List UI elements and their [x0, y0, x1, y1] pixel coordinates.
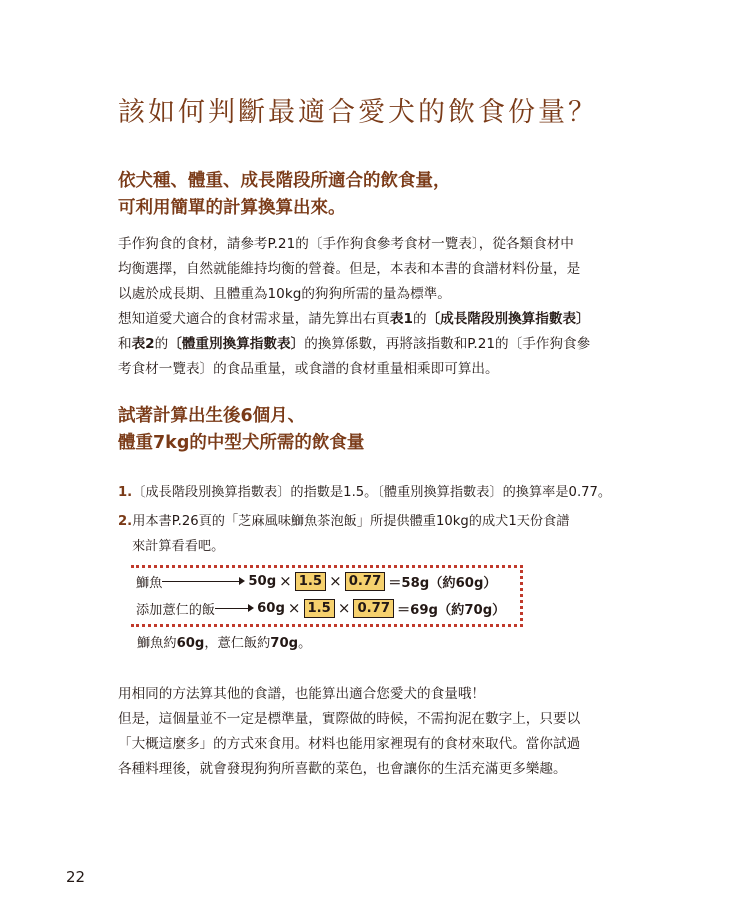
- step-number: 2.: [118, 514, 133, 529]
- multiply-icon: ×: [337, 599, 351, 617]
- multiply-icon: ×: [287, 599, 301, 617]
- food-name: 添加薏仁的飯: [136, 602, 216, 618]
- step-text: 用本書P.26頁的「芝麻風味鰤魚茶泡飯」所提供體重10kg的成犬1天份食譜: [132, 514, 570, 529]
- text-run: 的換算係數，再將該指數和P.21的〔手作狗食參: [304, 336, 591, 352]
- multiply-icon: ×: [329, 572, 342, 590]
- base-amount: 50g: [248, 573, 277, 589]
- food-name: 鰤魚: [136, 575, 163, 591]
- weight-index: 0.77: [345, 572, 386, 591]
- paragraph-line: 以處於成長期、且體重為10kg的狗狗所需的量為標準。: [118, 286, 451, 302]
- paragraph-line: 手作狗食的食材，請參考P.21的〔手作狗食參考食材一覽表〕，從各類食材中: [118, 236, 574, 252]
- calc-result: ＝69g（約70g）: [397, 602, 506, 618]
- paragraph-line: 用相同的方法算其他的食譜，也能算出適合您愛犬的食量哦！: [118, 686, 486, 702]
- intro-heading-line: 可利用簡單的計算換算出來。: [118, 198, 346, 218]
- text-run: 鰤魚約: [137, 636, 177, 651]
- example-heading-line: 試著計算出生後6個月、: [118, 406, 306, 426]
- step-text: 〔成長階段別換算指數表〕的指數是1.5。〔體重別換算指數表〕的換算率是0.77。: [132, 485, 612, 500]
- multiply-icon: ×: [279, 572, 292, 590]
- arrow-icon: [162, 581, 240, 582]
- example-heading: [118, 403, 638, 457]
- weight-index: 0.77: [353, 599, 394, 618]
- arrow-icon: [215, 608, 249, 609]
- page-number: 22: [66, 868, 86, 886]
- text-run: 。: [298, 636, 312, 651]
- table-name: 〔成長階段別換算指數表〕: [426, 311, 590, 327]
- paragraph-line: 「大概這麼多」的方式來食用。材料也能用家裡現有的食材來取代。當你試過: [118, 736, 581, 752]
- table-name: 〔體重別換算指數表〕: [168, 336, 305, 352]
- growth-index: 1.5: [295, 572, 326, 591]
- text-run: 的: [154, 336, 169, 352]
- calculation-row: [136, 597, 505, 619]
- amount: 60g: [176, 636, 205, 651]
- step-line: [118, 509, 642, 534]
- paragraph-line: 均衡選擇，自然就能維持均衡的營養。但是，本表和本書的食譜材料份量，是: [118, 261, 581, 277]
- step-number: 1.: [118, 485, 133, 500]
- intro-heading-line: 依犬種、體重、成長階段所適合的飲食量，: [118, 171, 451, 191]
- base-amount: 60g: [257, 600, 285, 616]
- amount: 70g: [270, 636, 299, 651]
- example-heading-line: 體重7kg的中型犬所需的飲食量: [118, 433, 365, 453]
- paragraph-line: [118, 332, 642, 357]
- step-line: [118, 480, 642, 505]
- approximation-note: [137, 632, 311, 651]
- paragraph-line: 但是，這個量並不一定是標準量，實際做的時候，不需拘泥在數字上，只要以: [118, 711, 581, 727]
- calc-result: ＝58g（約60g）: [388, 575, 497, 591]
- paragraph-line: 各種料理後，就會發現狗狗所喜歡的菜色，也會讓你的生活充滿更多樂趣。: [118, 761, 567, 777]
- text-run: 和: [118, 336, 132, 352]
- calculation-row: [136, 570, 497, 592]
- paragraph-line: 考食材一覽表〕的食品重量，或食譜的食材重量相乘即可算出。: [118, 361, 499, 377]
- intro-paragraph: [118, 232, 642, 382]
- step-1: [118, 480, 642, 505]
- step-text: 來計算看看吧。: [132, 539, 225, 554]
- table-ref: 表1: [389, 311, 413, 327]
- page-title: 該如何判斷最適合愛犬的飲食份量？: [118, 97, 598, 128]
- text-run: 想知道愛犬適合的食材需求量，請先算出右頁: [118, 311, 390, 327]
- text-run: 的: [412, 311, 427, 327]
- step-2: [118, 509, 642, 559]
- closing-paragraph: [118, 682, 642, 782]
- table-ref: 表2: [131, 336, 155, 352]
- text-run: ，薏仁飯約: [204, 636, 271, 651]
- intro-heading: [118, 168, 638, 222]
- growth-index: 1.5: [304, 599, 335, 618]
- paragraph-line: [118, 307, 642, 332]
